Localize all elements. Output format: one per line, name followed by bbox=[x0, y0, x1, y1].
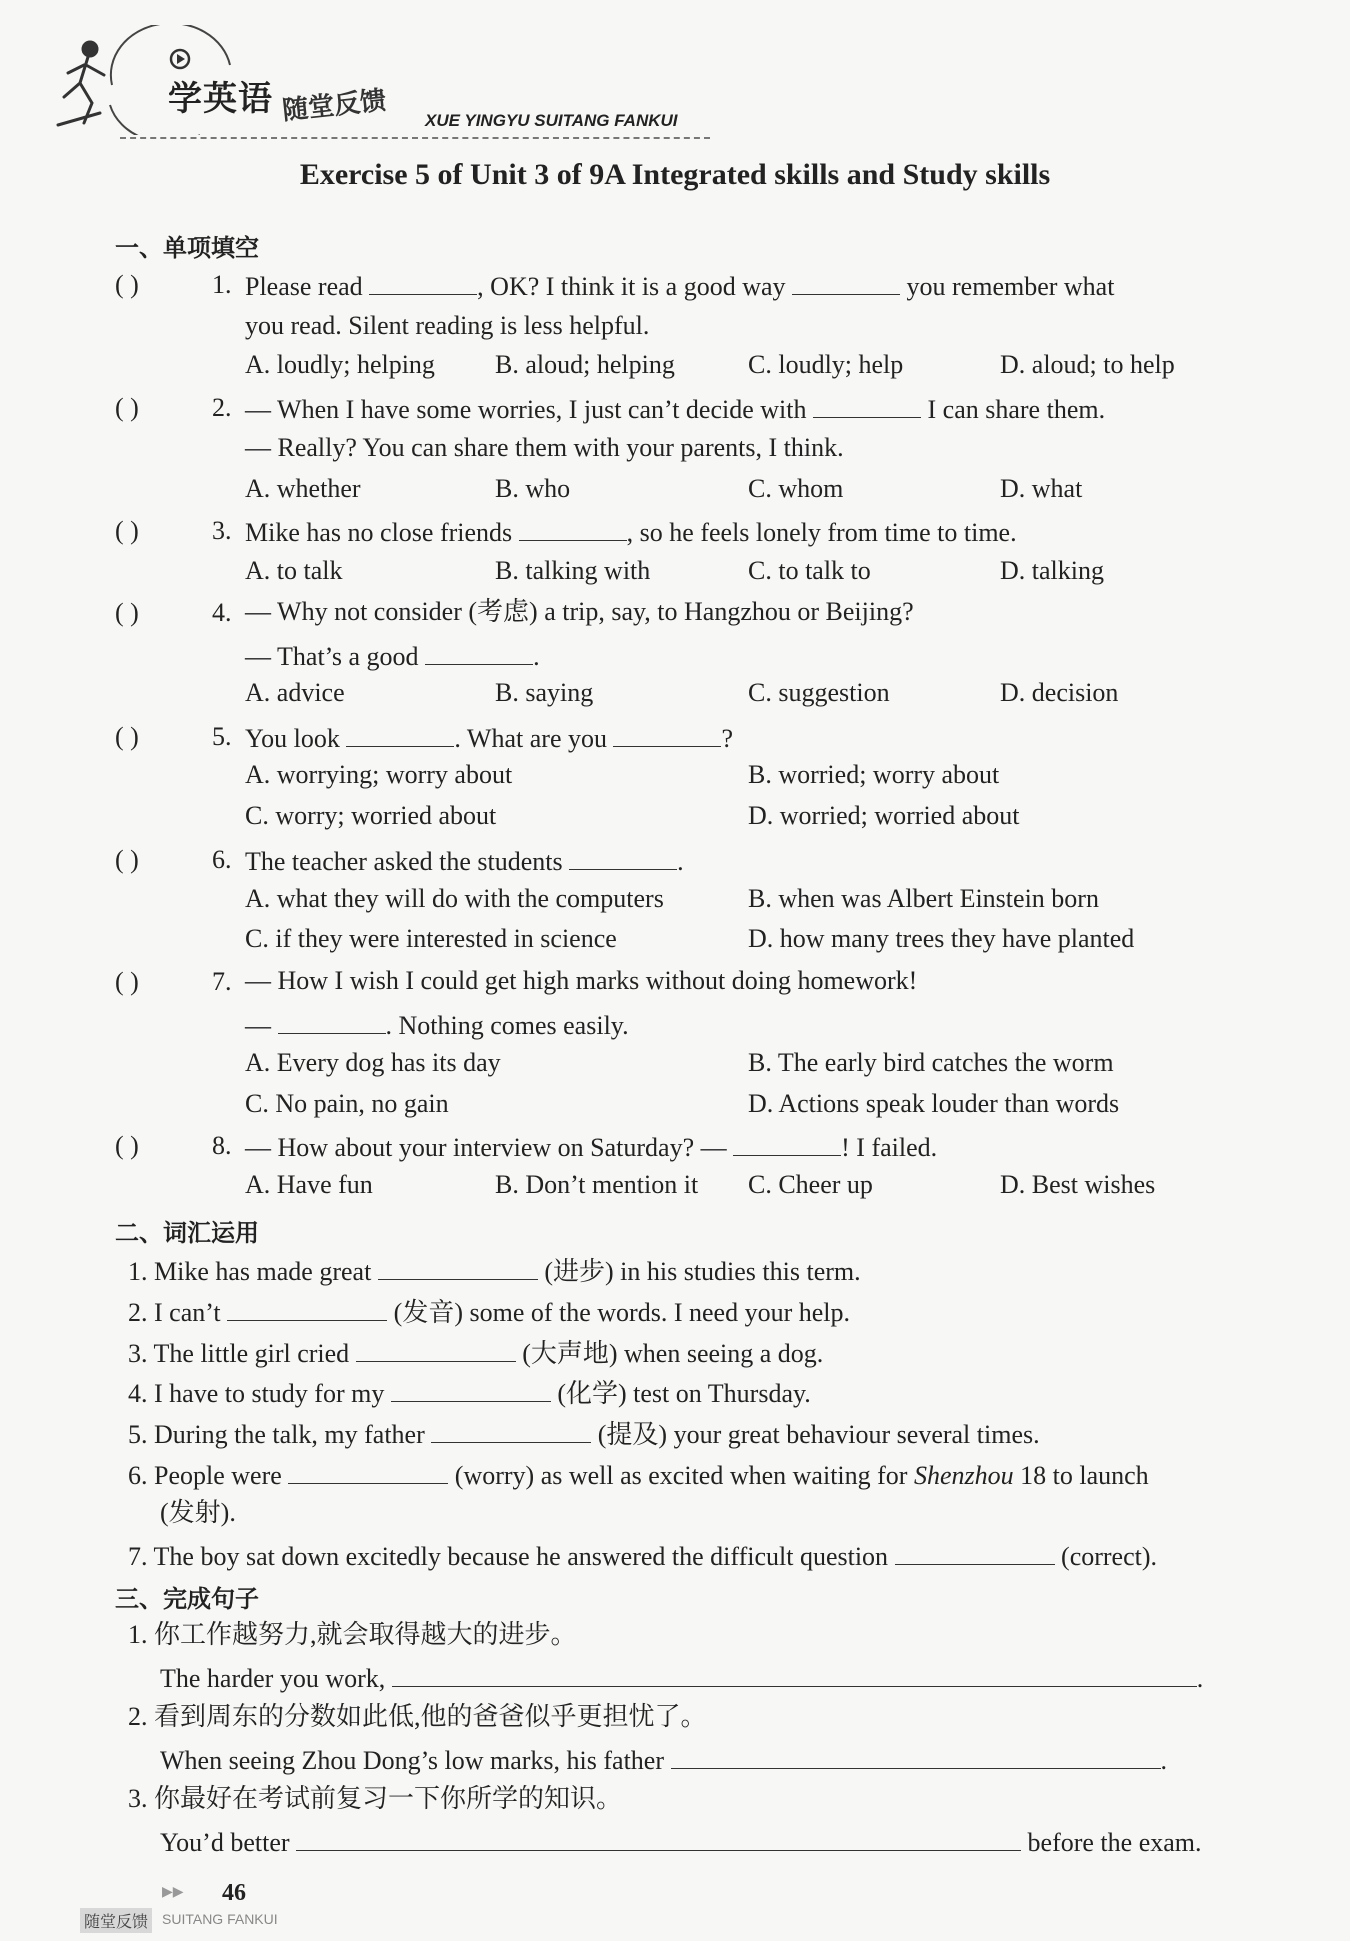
section-heading-3: 三、完成句子 bbox=[115, 1585, 259, 1613]
answer-blank[interactable] bbox=[733, 1129, 841, 1156]
question-number: 1. bbox=[212, 270, 232, 299]
answer-blank[interactable] bbox=[519, 514, 627, 541]
answer-blank[interactable] bbox=[792, 268, 900, 295]
translation-prompt: 3. 你最好在考试前复习一下你所学的知识。 bbox=[128, 1784, 623, 1813]
answer-bracket[interactable]: ( ) bbox=[115, 393, 139, 422]
option-a: A. advice bbox=[245, 678, 345, 707]
option-a: A. Have fun bbox=[245, 1170, 373, 1199]
vocab-item: 5. During the talk, my father (提及) your great behaviour several times. bbox=[128, 1416, 1040, 1451]
vocab-item: 6. People were (worry) as well as excited when waiting for Shenzhou 18 to launch bbox=[128, 1457, 1149, 1492]
translation-item: When seeing Zhou Dong’s low marks, his father . bbox=[160, 1742, 1167, 1777]
question-line: — How about your interview on Saturday? — ! I failed. bbox=[245, 1129, 937, 1164]
option-a: A. Every dog has its day bbox=[245, 1048, 501, 1077]
question-line: — That’s a good . bbox=[245, 638, 540, 673]
answer-blank[interactable] bbox=[895, 1538, 1055, 1565]
question-number: 6. bbox=[212, 845, 232, 874]
page-number: 46 bbox=[222, 1880, 246, 1906]
question-line: — When I have some worries, I just can’t decide with I can share them. bbox=[245, 391, 1105, 426]
option-c: C. to talk to bbox=[748, 556, 871, 585]
answer-blank[interactable] bbox=[278, 1007, 386, 1034]
option-b: B. saying bbox=[495, 678, 594, 707]
answer-blank[interactable] bbox=[227, 1294, 387, 1321]
question-line: The teacher asked the students . bbox=[245, 843, 684, 878]
option-b: B. aloud; helping bbox=[495, 350, 675, 379]
answer-blank[interactable] bbox=[613, 720, 721, 747]
option-a: A. to talk bbox=[245, 556, 343, 585]
answer-blank[interactable] bbox=[671, 1742, 1161, 1769]
answer-blank[interactable] bbox=[288, 1457, 448, 1484]
option-c: C. loudly; help bbox=[748, 350, 904, 379]
option-d: D. decision bbox=[1000, 678, 1119, 707]
section-heading-1: 一、单项填空 bbox=[115, 234, 259, 262]
vocab-item: 7. The boy sat down excitedly because he answered the difficult question (correct). bbox=[128, 1538, 1157, 1573]
option-c: C. whom bbox=[748, 474, 844, 503]
option-c: C. if they were interested in science bbox=[245, 924, 617, 953]
header-divider bbox=[120, 137, 710, 139]
question-line: You look . What are you ? bbox=[245, 720, 733, 755]
answer-bracket[interactable]: ( ) bbox=[115, 722, 139, 751]
translation-prompt: 1. 你工作越努力,就会取得越大的进步。 bbox=[128, 1620, 577, 1649]
answer-bracket[interactable]: ( ) bbox=[115, 1131, 139, 1160]
option-a: A. loudly; helping bbox=[245, 350, 435, 379]
option-c: C. worry; worried about bbox=[245, 801, 497, 830]
answer-bracket[interactable]: ( ) bbox=[115, 598, 139, 627]
header-subtitle-cn: 随堂反馈 bbox=[280, 85, 388, 127]
answer-blank[interactable] bbox=[392, 1660, 1197, 1687]
option-b: B. worried; worry about bbox=[748, 760, 1000, 789]
answer-blank[interactable] bbox=[369, 268, 477, 295]
option-d: D. what bbox=[1000, 474, 1083, 503]
answer-blank[interactable] bbox=[813, 391, 921, 418]
answer-blank[interactable] bbox=[356, 1335, 516, 1362]
option-b: B. The early bird catches the worm bbox=[748, 1048, 1114, 1077]
vocab-item: 3. The little girl cried (大声地) when seeing a dog. bbox=[128, 1335, 823, 1370]
answer-blank[interactable] bbox=[569, 843, 677, 870]
option-d: D. aloud; to help bbox=[1000, 350, 1175, 379]
vocab-item-continued: (发射). bbox=[160, 1498, 236, 1527]
question-line: Please read , OK? I think it is a good way you remember what bbox=[245, 268, 1114, 303]
answer-bracket[interactable]: ( ) bbox=[115, 270, 139, 299]
question-line: — . Nothing comes easily. bbox=[245, 1007, 629, 1042]
option-c: C. Cheer up bbox=[748, 1170, 873, 1199]
option-d: D. how many trees they have planted bbox=[748, 924, 1135, 953]
answer-blank[interactable] bbox=[346, 720, 454, 747]
option-d: D. talking bbox=[1000, 556, 1104, 585]
option-c: C. suggestion bbox=[748, 678, 890, 707]
translation-item: You’d better before the exam. bbox=[160, 1824, 1202, 1859]
question-number: 3. bbox=[212, 516, 232, 545]
double-arrow-icon: ▶▶ bbox=[162, 1885, 184, 1900]
answer-blank[interactable] bbox=[431, 1416, 591, 1443]
vocab-item: 1. Mike has made great (进步) in his studies this term. bbox=[128, 1253, 861, 1288]
header-pinyin: XUE YINGYU SUITANG FANKUI bbox=[425, 111, 678, 130]
answer-blank[interactable] bbox=[391, 1375, 551, 1402]
question-number: 4. bbox=[212, 598, 232, 627]
question-line: you read. Silent reading is less helpful. bbox=[245, 311, 650, 340]
answer-blank[interactable] bbox=[378, 1253, 538, 1280]
question-number: 7. bbox=[212, 967, 232, 996]
question-number: 8. bbox=[212, 1131, 232, 1160]
answer-blank[interactable] bbox=[425, 638, 533, 665]
footer-tag: 随堂反馈 bbox=[80, 1908, 152, 1933]
option-d: D. Best wishes bbox=[1000, 1170, 1156, 1199]
question-number: 5. bbox=[212, 722, 232, 751]
option-d: D. worried; worried about bbox=[748, 801, 1020, 830]
option-a: A. worrying; worry about bbox=[245, 760, 513, 789]
vocab-item: 2. I can’t (发音) some of the words. I need your help. bbox=[128, 1294, 850, 1329]
option-a: A. whether bbox=[245, 474, 361, 503]
answer-bracket[interactable]: ( ) bbox=[115, 516, 139, 545]
vocab-item: 4. I have to study for my (化学) test on Thursday. bbox=[128, 1375, 811, 1410]
answer-blank[interactable] bbox=[296, 1824, 1021, 1851]
answer-bracket[interactable]: ( ) bbox=[115, 967, 139, 996]
question-line: Mike has no close friends , so he feels lonely from time to time. bbox=[245, 514, 1017, 549]
section-heading-2: 二、词汇运用 bbox=[115, 1219, 259, 1247]
option-a: A. what they will do with the computers bbox=[245, 884, 664, 913]
answer-bracket[interactable]: ( ) bbox=[115, 845, 139, 874]
question-line: — Why not consider (考虑) a trip, say, to Hangzhou or Beijing? bbox=[245, 597, 914, 626]
footer-pinyin: SUITANG FANKUI bbox=[162, 1911, 278, 1927]
option-d: D. Actions speak louder than words bbox=[748, 1089, 1120, 1118]
translation-prompt: 2. 看到周东的分数如此低,他的爸爸似乎更担忧了。 bbox=[128, 1702, 707, 1731]
header-banner bbox=[50, 25, 690, 130]
question-line: — How I wish I could get high marks without doing homework! bbox=[245, 966, 918, 995]
question-line: — Really? You can share them with your parents, I think. bbox=[245, 433, 844, 462]
option-b: B. talking with bbox=[495, 556, 651, 585]
option-b: B. Don’t mention it bbox=[495, 1170, 699, 1199]
header-title-cn: 学英语 bbox=[168, 79, 273, 119]
translation-item: The harder you work, . bbox=[160, 1660, 1203, 1695]
option-c: C. No pain, no gain bbox=[245, 1089, 449, 1118]
question-number: 2. bbox=[212, 393, 232, 422]
option-b: B. who bbox=[495, 474, 571, 503]
option-b: B. when was Albert Einstein born bbox=[748, 884, 1099, 913]
exercise-title: Exercise 5 of Unit 3 of 9A Integrated skills and Study skills bbox=[299, 158, 1051, 191]
